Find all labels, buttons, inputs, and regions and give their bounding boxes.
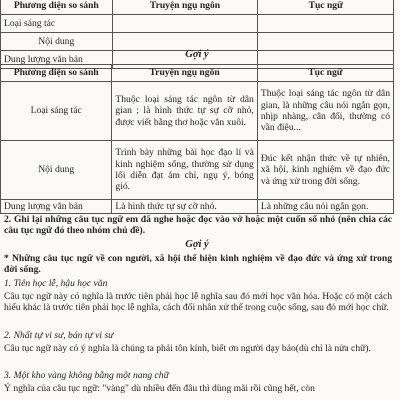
item-title: 3. Một kho vàng không bằng một nang chữ <box>4 370 169 381</box>
row-label: Dung lượng văn bản <box>1 51 113 69</box>
group-heading: * Những câu tục ngữ về con người, xã hội thể hiện kinh nghiệm về đạo đức và ứng xử trong đời sống. <box>4 253 392 276</box>
hint-heading: Gợi ý <box>185 239 209 250</box>
table-cell: Thuộc loại sáng tác ngôn từ dân gian, là những câu nói ngắn gọn, nhịp nhàng, cân đối, thường có vần điệu... <box>257 82 393 141</box>
table-row <box>1 141 394 200</box>
table-row <box>1 82 394 141</box>
table-row <box>1 15 394 33</box>
row-label: Dung lượng văn bản <box>1 200 112 214</box>
table-header-row <box>1 0 394 15</box>
empty-cell <box>112 15 258 33</box>
item-text: Câu tục ngữ này có ý nghĩa là chúng ta phải tôn kính, biết ơn người dạy bảo(dù chỉ là nửa chữ). <box>4 343 371 354</box>
table-header-cell: Tục ngữ <box>258 0 394 15</box>
empty-cell <box>112 33 258 51</box>
comparison-table-answer <box>0 64 394 214</box>
table-cell: Là hình thức tự sự cỡ nhỏ. <box>112 200 257 214</box>
table-cell: Là những câu nói ngắn gọn. <box>257 200 393 214</box>
item-title: 1. Tiên học lễ, hậu học văn <box>4 278 108 289</box>
row-label: Loại sáng tác <box>1 15 113 33</box>
table-header-row <box>1 65 394 82</box>
table-header-cell: Phương diện so sánh <box>1 0 113 15</box>
empty-cell <box>258 33 394 51</box>
table-header-cell: Truyện ngụ ngôn <box>112 65 257 82</box>
table-cell: Trình bày những bài học đạo lí và kinh nghiệm sống, thường sử dụng lối diễn đạt ám chỉ, ngụ ý, bóng gió. <box>112 141 257 200</box>
question-2: 2. Ghi lại những câu tục ngữ em đã nghe hoặc đọc vào vở hoặc một cuốn sổ nhỏ (nên chia các câu tục ngữ đó theo nhóm chủ đề). <box>4 214 392 237</box>
table-row <box>1 200 394 214</box>
row-label: Loại sáng tác <box>1 82 112 141</box>
empty-cell <box>258 15 394 33</box>
item-text: Ý nghĩa của câu tục ngữ: "vàng" dù nhiều đến đâu thì dùng mãi rồi cũng hết, còn <box>4 383 315 394</box>
table-header-cell: Tục ngữ <box>257 65 393 82</box>
table-row <box>1 33 394 51</box>
item-text: Câu tục ngữ này có nghĩa là trước tiên phải học lễ nghĩa sau đó mới học văn hóa. Hoặc có một cách hiểu khác là trước tiên phải học lễ nghĩa, cách đối nhân xử thế trong cuộc sống, sau đó mới học chữ. <box>4 291 392 314</box>
table-cell: Thuộc loại sáng tác ngôn từ dân gian ; là hình thức tự sự cỡ nhỏ, được viết bằng thơ hoặc văn xuôi. <box>112 82 257 141</box>
table-header-cell: Phương diện so sánh <box>1 65 112 82</box>
table-cell: Đúc kết nhận thức về tự nhiên, xã hội, kinh nghiệm về đạo đức và ứng xử trong đời sống. <box>257 141 393 200</box>
hint-heading: Gợi ý <box>185 49 209 60</box>
item-title: 2. Nhất tự vi sư, bán tự vi sư <box>4 330 114 341</box>
row-label: Nội dung <box>1 141 112 200</box>
table-header-cell: Truyện ngụ ngôn <box>112 0 258 15</box>
row-label: Nội dung <box>1 33 113 51</box>
